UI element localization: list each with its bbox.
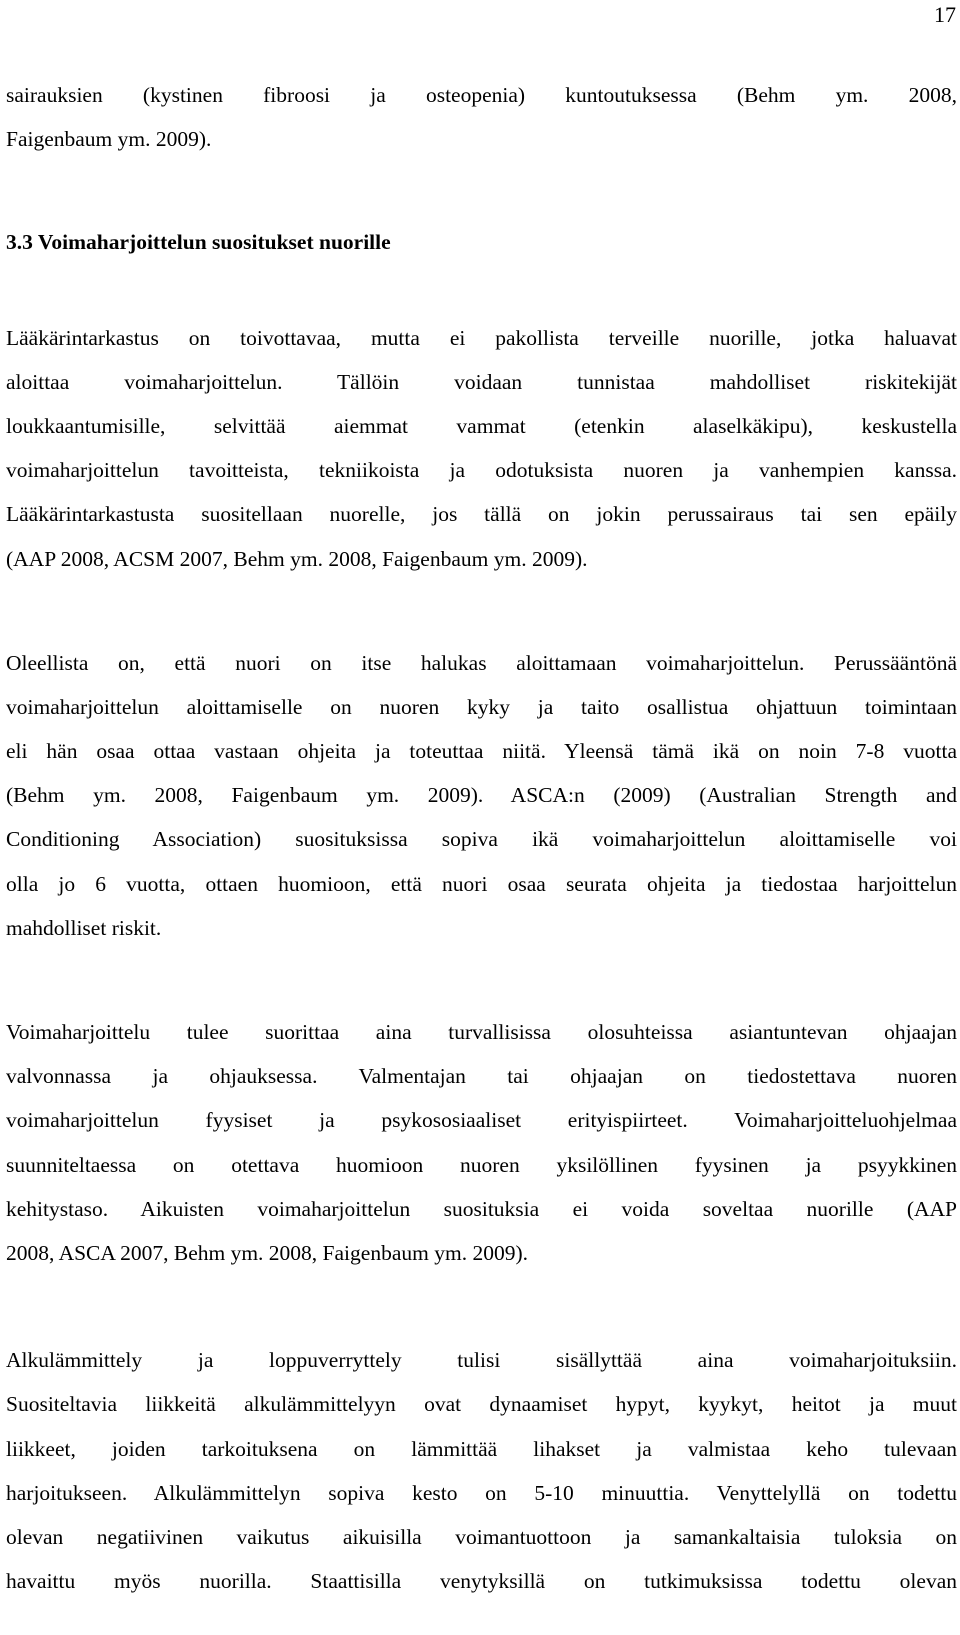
spacer bbox=[6, 161, 957, 220]
text-line: voimaharjoittelun fyysiset ja psykososiaaliset erityispiirteet. Voimaharjoitteluohjelmaa bbox=[6, 1108, 957, 1133]
text-line: 2008, ASCA 2007, Behm ym. 2008, Faigenbaum ym. 2009). bbox=[6, 1240, 528, 1265]
text-line: olevan negatiivinen vaikutus aikuisilla voimantuottoon ja samankaltaisia tuloksia on bbox=[6, 1524, 957, 1549]
paragraph-starting-age bbox=[6, 641, 957, 950]
paragraph-supervision bbox=[6, 1010, 957, 1275]
text-line: Faigenbaum ym. 2009). bbox=[6, 127, 212, 152]
spacer bbox=[6, 581, 957, 641]
text-line: liikkeet, joiden tarkoituksena on lämmittää lihakset ja valmistaa keho tulevaan bbox=[6, 1436, 957, 1461]
spacer bbox=[6, 950, 957, 1010]
page-content bbox=[6, 73, 957, 1603]
spacer bbox=[6, 265, 957, 316]
text-line: Oleellista on, että nuori on itse halukas aloittamaan voimaharjoittelun. Perussääntönä bbox=[6, 650, 957, 675]
paragraph-warmup bbox=[6, 1338, 957, 1603]
text-line: havaittu myös nuorilla. Staattisilla venytyksillä on tutkimuksissa todettu olevan bbox=[6, 1569, 957, 1594]
text-line: eli hän osaa ottaa vastaan ohjeita ja toteuttaa niitä. Yleensä tämä ikä on noin 7-8 vuotta bbox=[6, 739, 957, 764]
text-line: sairauksien (kystinen fibroosi ja osteopenia) kuntoutuksessa (Behm ym. 2008, bbox=[6, 83, 957, 107]
text-line: (Behm ym. 2008, Faigenbaum ym. 2009). ASCA:n (2009) (Australian Strength and bbox=[6, 783, 957, 808]
text-line: mahdolliset riskit. bbox=[6, 915, 162, 940]
spacer bbox=[6, 1275, 957, 1338]
text-line: Lääkärintarkastus on toivottavaa, mutta ei pakollista terveille nuorille, jotka haluavat bbox=[6, 325, 957, 350]
text-line: voimaharjoittelun aloittamiselle on nuoren kyky ja taito osallistua ohjattuun toimintaan bbox=[6, 694, 957, 719]
text-line: suunniteltaessa on otettava huomioon nuoren yksilöllinen fyysinen ja psyykkinen bbox=[6, 1152, 957, 1177]
text-line: Lääkärintarkastusta suositellaan nuorelle, jos tällä on jokin perussairaus tai sen epäily bbox=[6, 502, 957, 527]
text-line: olla jo 6 vuotta, ottaen huomioon, että nuori osaa seurata ohjeita ja tiedostaa harjoittelun bbox=[6, 871, 957, 896]
text-line: loukkaantumisille, selvittää aiemmat vammat (etenkin alaselkäkipu), keskustella bbox=[6, 413, 957, 438]
intro-paragraph bbox=[6, 73, 957, 161]
text-line: harjoitukseen. Alkulämmittelyn sopiva kesto on 5-10 minuuttia. Venyttelyllä on todettu bbox=[6, 1480, 957, 1505]
text-line: Conditioning Association) suosituksissa sopiva ikä voimaharjoittelun aloittamiselle voi bbox=[6, 827, 957, 852]
text-line: Voimaharjoittelu tulee suorittaa aina turvallisissa olosuhteissa asiantuntevan ohjaajan bbox=[6, 1020, 957, 1045]
text-line: valvonnassa ja ohjauksessa. Valmentajan tai ohjaajan on tiedostettava nuoren bbox=[6, 1064, 957, 1089]
text-line: voimaharjoittelun tavoitteista, tekniikoista ja odotuksista nuoren ja vanhempien kanssa. bbox=[6, 458, 957, 483]
text-line: Alkulämmittely ja loppuverryttely tulisi sisällyttää aina voimaharjoituksiin. bbox=[6, 1348, 957, 1373]
paragraph-medical-check bbox=[6, 316, 957, 581]
text-line: Suositeltavia liikkeitä alkulämmittelyyn ovat dynaamiset hypyt, kyykyt, heitot ja muut bbox=[6, 1392, 957, 1417]
text-line: (AAP 2008, ACSM 2007, Behm ym. 2008, Faigenbaum ym. 2009). bbox=[6, 546, 588, 571]
text-line: kehitystaso. Aikuisten voimaharjoittelun suosituksia ei voida soveltaa nuorille (AAP bbox=[6, 1196, 957, 1221]
text-line: aloittaa voimaharjoittelun. Tällöin voidaan tunnistaa mahdolliset riskitekijät bbox=[6, 369, 957, 394]
page-number: 17 bbox=[934, 2, 956, 27]
section-heading: 3.3 Voimaharjoittelun suositukset nuorille bbox=[6, 230, 391, 255]
